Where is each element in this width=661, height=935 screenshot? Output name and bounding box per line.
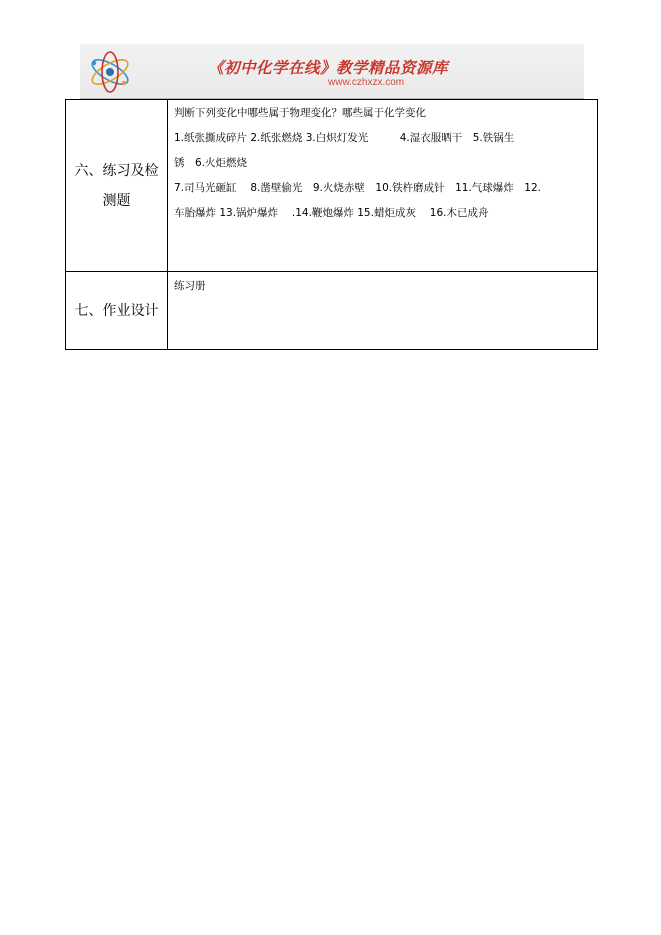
content-line: 7.司马光砸缸 8.凿壁偷光 9.火烧赤壁 10.铁杵磨成针 11.气球爆炸 12. bbox=[174, 182, 541, 194]
content-line: 判断下列变化中哪些属于物理变化？哪些属于化学变化 bbox=[174, 107, 426, 119]
content-line: 练习册 bbox=[174, 280, 206, 292]
banner-url: www.czhxzx.com bbox=[328, 77, 405, 88]
header-banner bbox=[80, 44, 584, 100]
table-row-homework bbox=[66, 272, 598, 350]
content-line: 1.纸张撕成碎片 2.纸张燃烧 3.白炽灯发光 4.湿衣服晒干 5.铁锅生 bbox=[174, 132, 515, 144]
table-row-exercises bbox=[66, 100, 598, 272]
row-label-line: 测题 bbox=[102, 192, 131, 209]
content-line: 锈 6.火炬燃烧 bbox=[174, 157, 248, 169]
lesson-table bbox=[65, 99, 598, 350]
row-content-homework bbox=[168, 272, 598, 350]
content-line: 车胎爆炸 13.锅炉爆炸 .14.鞭炮爆炸 15.蜡炬成灰 16.木已成舟 bbox=[174, 207, 489, 219]
row-content-exercises bbox=[168, 100, 598, 272]
row-label-exercises bbox=[66, 100, 168, 272]
banner-title: 《初中化学在线》教学精品资源库 bbox=[208, 58, 449, 77]
row-label-homework: 七、作业设计 bbox=[66, 272, 168, 350]
atom-logo-icon bbox=[86, 48, 134, 96]
row-label-line: 六、练习及检 bbox=[74, 162, 159, 179]
